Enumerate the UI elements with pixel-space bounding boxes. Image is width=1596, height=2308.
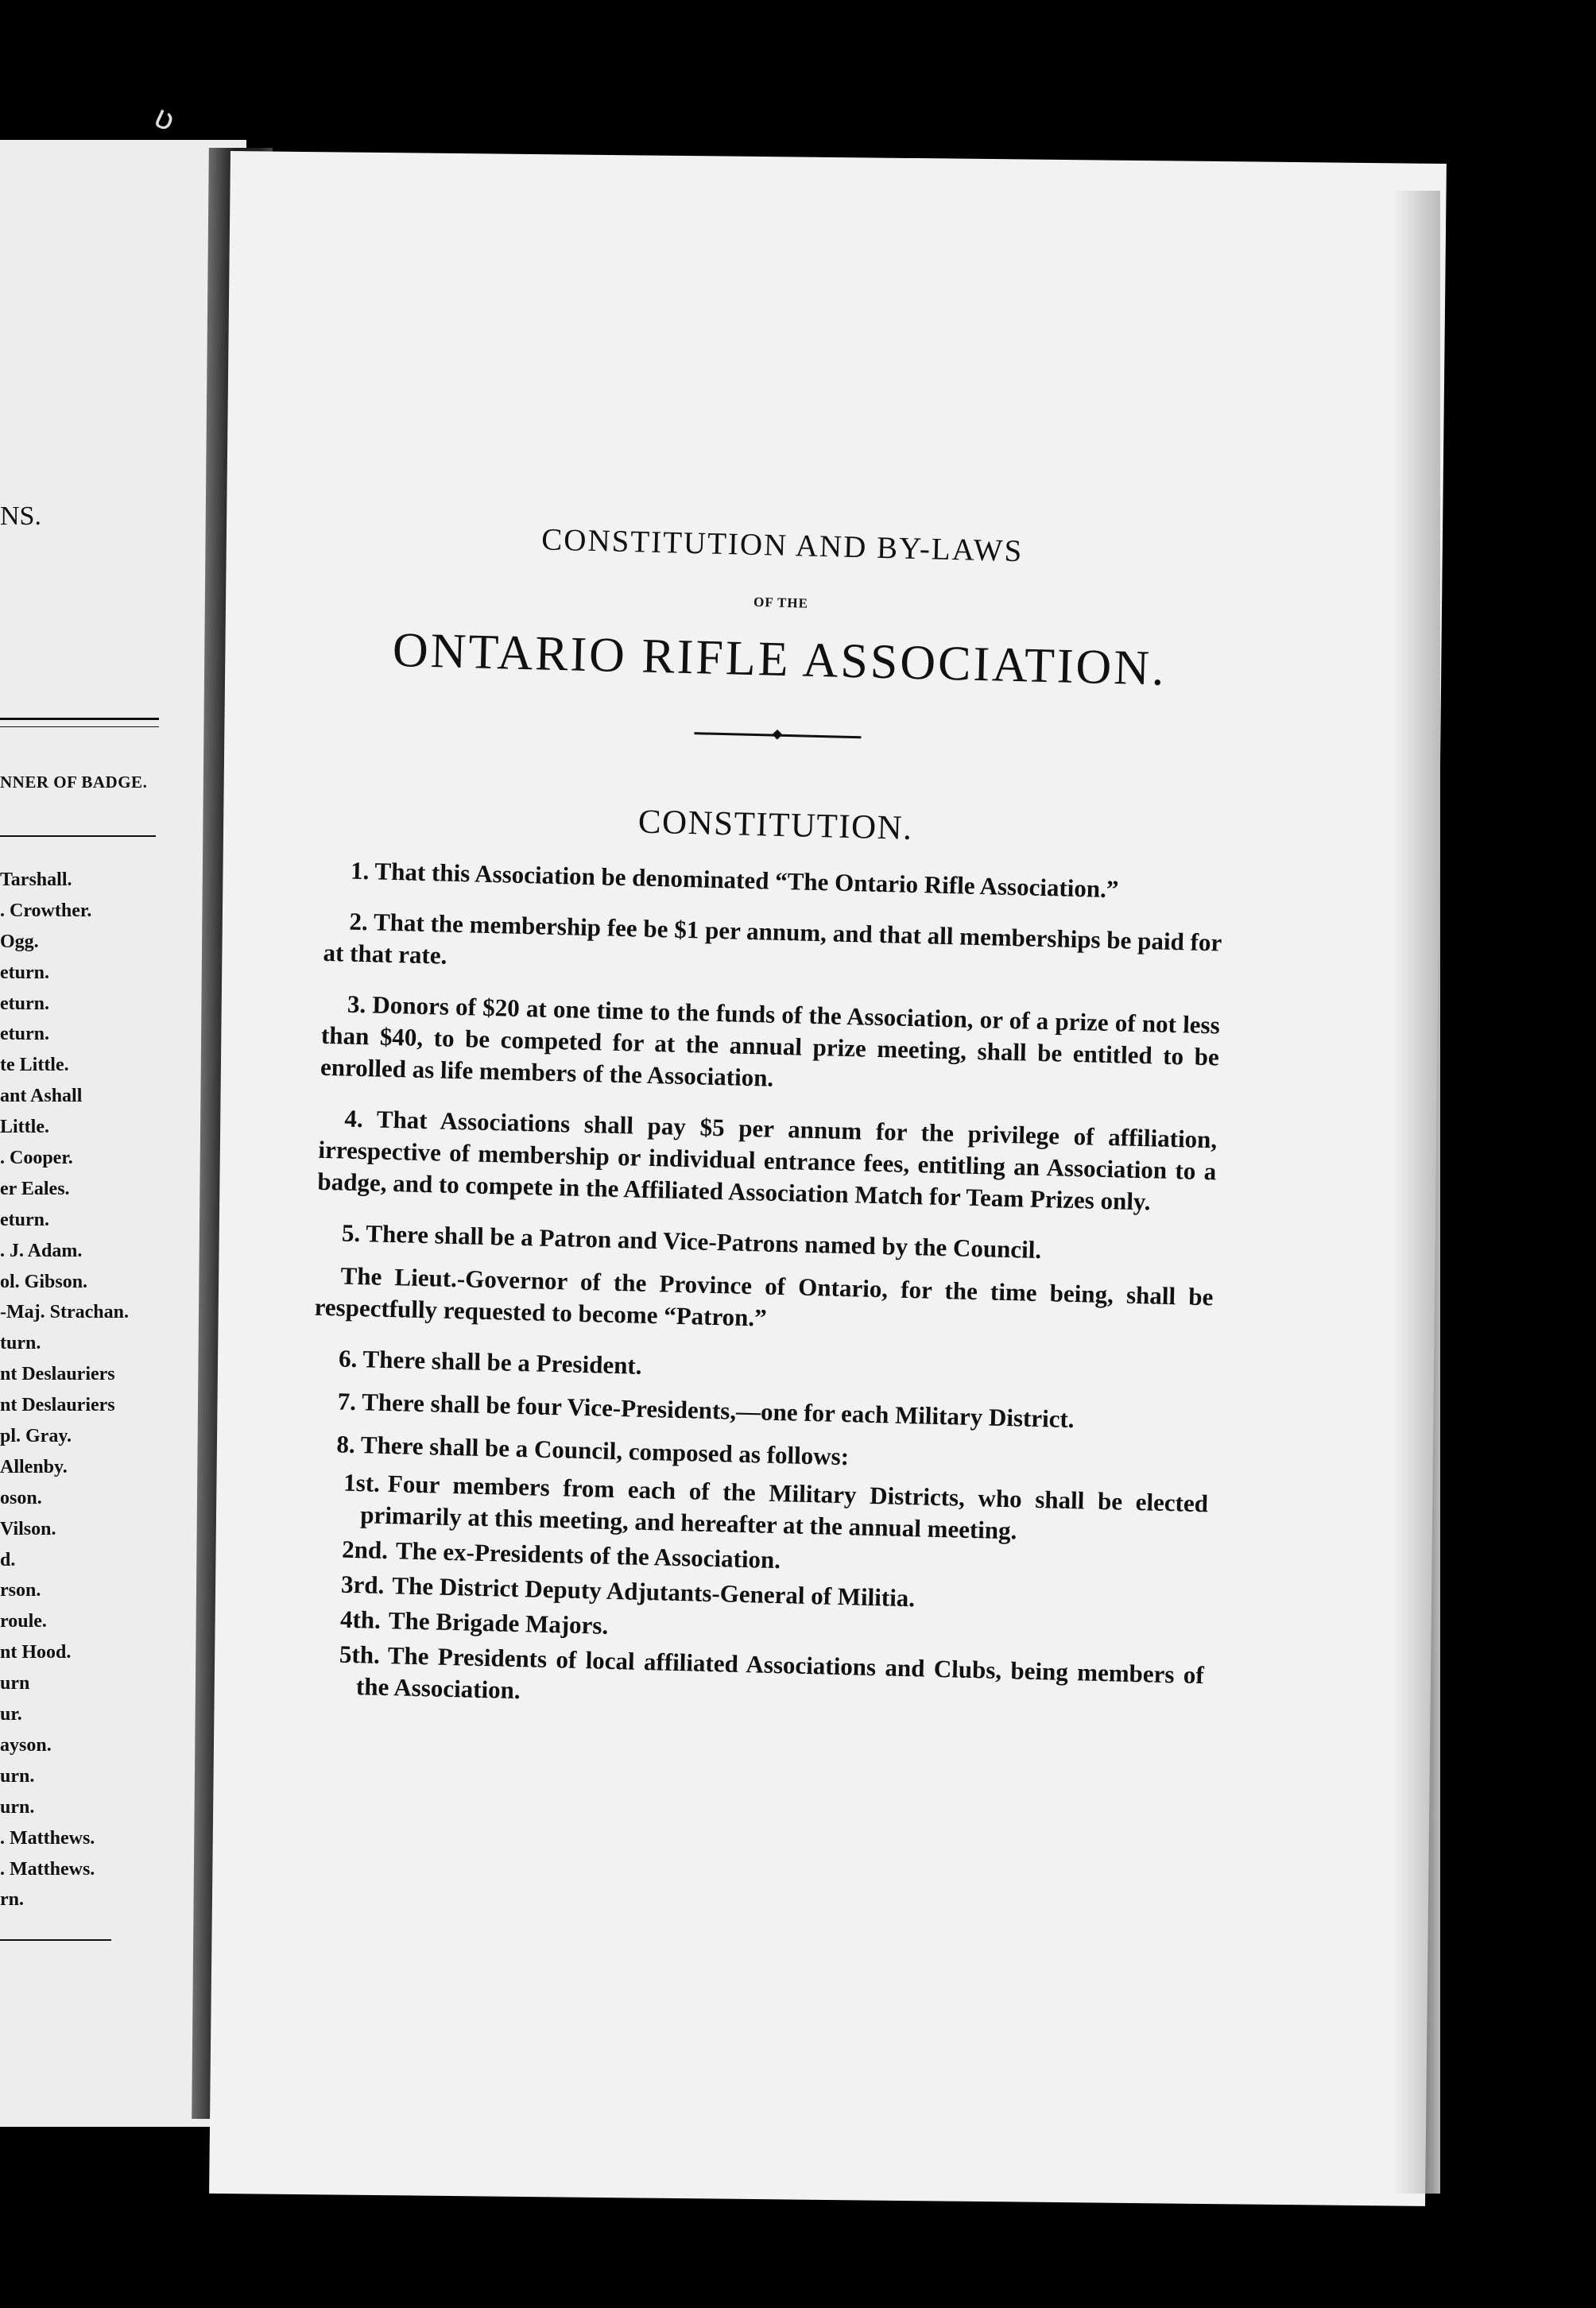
- left-page-name-item: er Eales.: [0, 1178, 70, 1199]
- left-page-name-item: rn.: [0, 1889, 24, 1911]
- main-page-content: [304, 517, 1231, 1726]
- article-5: 5. There shall be a Patron and Vice-Patrons named by the Council.: [341, 1218, 1042, 1264]
- council-item-text: The Brigade Majors.: [388, 1606, 609, 1640]
- left-page-bottom-rule: [0, 1939, 111, 1941]
- left-page-name-item: Ogg.: [0, 931, 39, 952]
- council-item-text: Four members from each of the Military Districts, who shall be elected primarily at this meeting, and hereafter at the annual meeting.: [359, 1470, 1209, 1545]
- council-item-text: The ex-Presidents of the Association.: [395, 1536, 781, 1574]
- left-page-name-item: turn.: [0, 1333, 41, 1354]
- left-page-name-item: nt Deslauriers: [0, 1395, 115, 1416]
- left-page-name-item: -Maj. Strachan.: [0, 1302, 129, 1323]
- left-page-name-item: eturn.: [0, 1024, 49, 1045]
- left-page-heading: NS.: [0, 501, 41, 531]
- left-page-name-item: ol. Gibson.: [0, 1271, 88, 1292]
- scan-mark: ʋ: [148, 98, 181, 140]
- article-7: 7. There shall be four Vice-Presidents,—one for each Military District.: [337, 1387, 1075, 1434]
- article-3: 3. Donors of $20 at one time to the funds of the Association, or of a prize of not less than $40, to be competed for at the annual prize meeting, shall be entitled to be enrolled as life members of the Association.: [320, 989, 1221, 1092]
- council-item-ordinal: 5th.: [339, 1640, 381, 1669]
- council-item-ordinal: 2nd.: [341, 1535, 389, 1565]
- article-1: 1. That this Association be denominated “The Ontario Rifle Association.”: [350, 856, 1119, 904]
- left-page-name-item: Vilson.: [0, 1518, 56, 1539]
- page-edge-shadow: [1393, 191, 1440, 2194]
- left-page-name-item: urn.: [0, 1796, 35, 1818]
- left-page-name-item: ayson.: [0, 1734, 52, 1756]
- left-page-name-item: . J. Adam.: [0, 1240, 83, 1261]
- left-page-name-item: ur.: [0, 1704, 22, 1725]
- left-page-name-item: ant Ashall: [0, 1086, 83, 1107]
- section-title: CONSTITUTION.: [637, 803, 913, 847]
- council-item-ordinal: 1st.: [343, 1468, 381, 1497]
- article-6: 6. There shall be a President.: [338, 1344, 642, 1380]
- left-page-name-item: rson.: [0, 1580, 41, 1601]
- left-page-name-item: roule.: [0, 1611, 47, 1632]
- left-page-name-item: . Crowther.: [0, 900, 92, 921]
- left-page-name-item: Allenby.: [0, 1456, 68, 1477]
- left-page-name-item: urn.: [0, 1765, 35, 1787]
- council-item-text: The District Deputy Adjutants-General of Militia.: [391, 1571, 916, 1613]
- left-page-name-item: pl. Gray.: [0, 1426, 72, 1447]
- left-page-name-item: eturn.: [0, 962, 49, 983]
- article-4: 4. That Associations shall pay $5 per annum for the privilege of affiliation, irrespective of membership or individual entrance fees, entitling an Association to a badge, and to compete in the Affiliated Association Match for Team Prizes only.: [317, 1104, 1218, 1216]
- document-title-line-1: CONSTITUTION AND BY-LAWS: [540, 522, 1024, 569]
- left-page-name-item: . Cooper.: [0, 1148, 73, 1169]
- left-page-name-item: eturn.: [0, 993, 49, 1014]
- council-composition-list: [305, 1466, 1209, 1724]
- document-title-of: OF THE: [753, 594, 809, 611]
- left-page-rule: [0, 835, 156, 837]
- left-page-name-item: te Little.: [0, 1055, 69, 1076]
- council-item-ordinal: 3rd.: [340, 1570, 385, 1599]
- left-page-name-item: nt Hood.: [0, 1642, 72, 1663]
- title-ornament-rule: [694, 729, 861, 741]
- constitution-articles: [305, 854, 1224, 1723]
- article-2: 2. That the membership fee be $1 per annum, and that all memberships be paid for at that rate.: [323, 907, 1222, 970]
- left-page-name-item: d.: [0, 1549, 16, 1570]
- article-5-note: The Lieut.-Governor of the Province of Ontario, for the time being, shall be respectfully requested to become “Patron.”: [314, 1261, 1214, 1332]
- left-page-name-item: eturn.: [0, 1209, 49, 1230]
- left-page-name-item: Little.: [0, 1117, 49, 1138]
- council-item-ordinal: 4th.: [339, 1605, 382, 1634]
- document-title-line-2: ONTARIO RIFLE ASSOCIATION.: [392, 622, 1168, 696]
- left-page-name-item: . Matthews.: [0, 1858, 95, 1880]
- left-page-name-item: urn: [0, 1673, 30, 1694]
- ornament-diamond: [773, 730, 783, 740]
- left-page-name-item: oson.: [0, 1487, 42, 1508]
- left-page-name-item: nt Deslauriers: [0, 1364, 115, 1385]
- article-8: 8. There shall be a Council, composed as follows:: [336, 1430, 850, 1471]
- left-page-name-item: . Matthews.: [0, 1827, 95, 1849]
- left-page-double-rule: [0, 718, 159, 727]
- left-page-column-header: NNER OF BADGE.: [0, 773, 148, 792]
- left-page-name-item: Tarshall.: [0, 869, 72, 890]
- left-page-name-list: [0, 865, 129, 1915]
- council-item-text: The Presidents of local affiliated Associations and Clubs, being members of the Association.: [355, 1641, 1205, 1705]
